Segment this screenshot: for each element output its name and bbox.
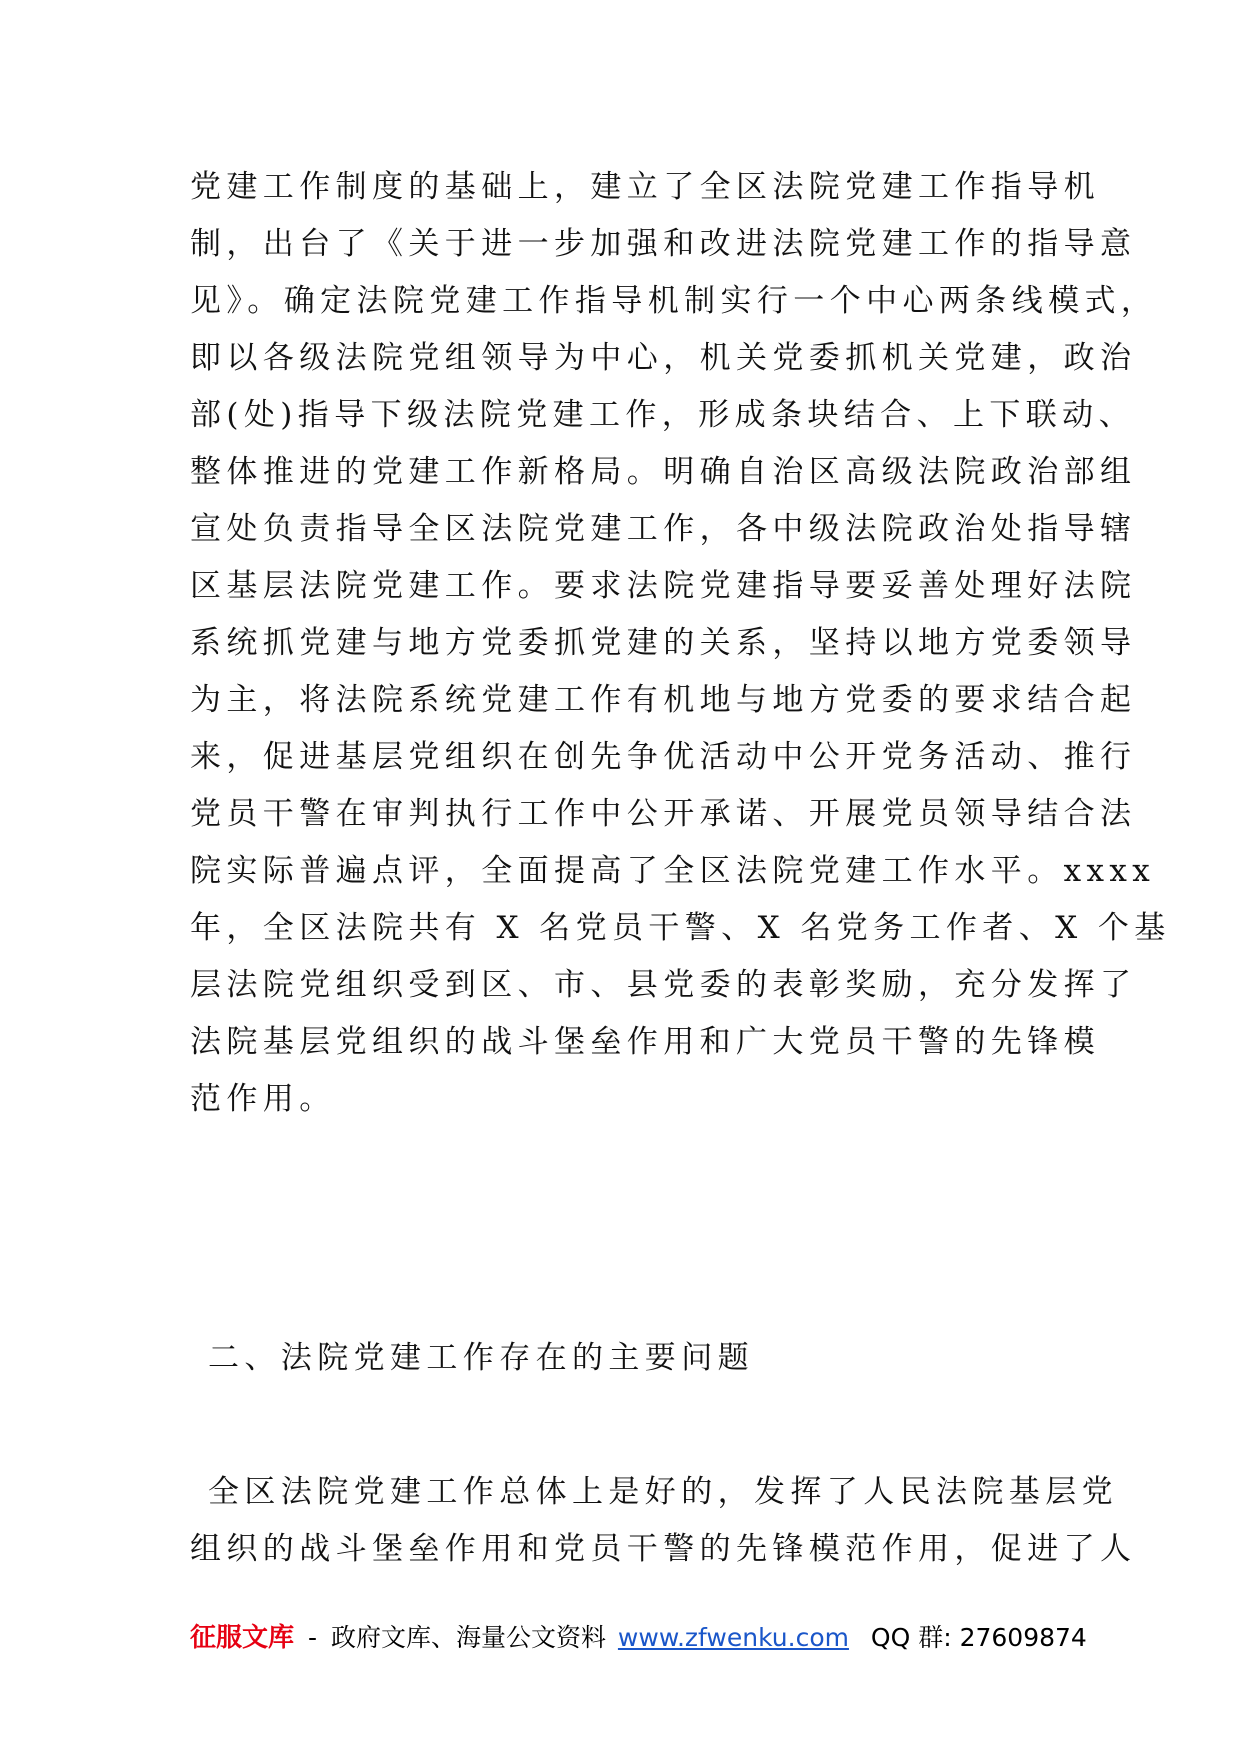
text-line: 来，促进基层党组织在创先争优活动中公开党务活动、推行 [190,739,1137,775]
section-heading: 二、法院党建工作存在的主要问题 [208,1340,754,1376]
text-line: 系统抓党建与地方党委抓党建的关系，坚持以地方党委领导 [190,625,1137,661]
text-line: 部(处)指导下级法院党建工作，形成条块结合、上下联动、 [190,397,1135,433]
footer-qq-group: QQ 群: 27609874 [870,1623,1087,1652]
footer-website-link[interactable]: www.zfwenku.com [617,1623,849,1652]
text-line: 党建工作制度的基础上，建立了全区法院党建工作指导机 [190,169,1100,205]
text-line: 整体推进的党建工作新格局。明确自治区高级法院政治部组 [190,454,1137,490]
text-line: 见》。确定法院党建工作指导机制实行一个中心两条线模式， [190,283,1158,319]
text-line: 区基层法院党建工作。要求法院党建指导要妥善处理好法院 [190,568,1137,604]
page-footer [190,1618,1087,1658]
text-line: 层法院党组织受到区、市、县党委的表彰奖励，充分发挥了 [190,967,1137,1003]
footer-tagline: 政府文库、海量公文资料 [330,1623,606,1652]
text-line: 宣处负责指导全区法院党建工作，各中级法院政治处指导辖 [190,511,1137,547]
text-line: 为主，将法院系统党建工作有机地与地方党委的要求结合起 [190,682,1137,718]
text-line: 党员干警在审判执行工作中公开承诺、开展党员领导结合法 [190,796,1137,832]
text-line: 即以各级法院党组领导为中心，机关党委抓机关党建，政治 [190,340,1137,376]
footer-separator: - [307,1623,317,1652]
text-line: 组织的战斗堡垒作用和党员干警的先锋模范作用，促进了人 [190,1531,1137,1567]
text-line: 院实际普遍点评，全面提高了全区法院党建工作水平。xxxx [190,853,1156,889]
footer-brand: 征服文库 [190,1623,295,1653]
text-line: 法院基层党组织的战斗堡垒作用和广大党员干警的先锋模 [190,1024,1100,1060]
text-line: 全区法院党建工作总体上是好的，发挥了人民法院基层党 [208,1474,1118,1510]
text-line: 范作用。 [190,1081,336,1117]
text-line: 制，出台了《关于进一步加强和改进法院党建工作的指导意 [190,226,1137,262]
text-line: 年，全区法院共有 X 名党员干警、X 名党务工作者、X 个基 [190,910,1171,946]
